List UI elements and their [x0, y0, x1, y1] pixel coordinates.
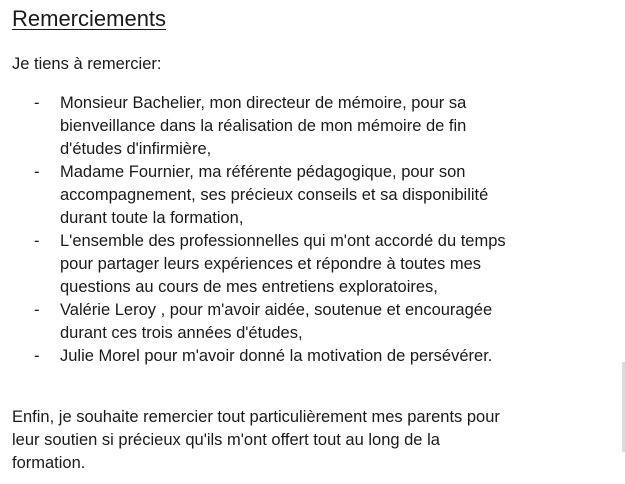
list-item	[12, 161, 612, 230]
bullet-dash: -	[34, 301, 40, 319]
list-item-line: durant toute la formation,	[60, 209, 244, 227]
closing-line: Enfin, je souhaite remercier tout particulièrement mes parents pour	[12, 408, 500, 426]
closing-line: leur soutien si précieux qu'ils m'ont offert tout au long de la	[12, 431, 440, 449]
list-item-line: L'ensemble des professionnelles qui m'ont accordé du temps	[60, 232, 506, 250]
bullet-dash: -	[34, 232, 40, 250]
list-item-line: Madame Fournier, ma référente pédagogique, pour son	[60, 163, 466, 181]
list-item-line: questions au cours de mes entretiens exploratoires,	[60, 278, 438, 296]
list-item-line: d'études d'infirmière,	[60, 140, 212, 158]
list-item	[12, 230, 612, 299]
list-item-line: pour partager leurs expériences et répondre à toutes mes	[60, 255, 481, 273]
list-item-line: Julie Morel pour m'avoir donné la motivation de persévérer.	[60, 347, 493, 365]
closing-paragraph	[12, 406, 500, 475]
acknowledgement-list	[12, 92, 612, 368]
closing-line: formation.	[12, 454, 86, 472]
list-item-line: bienveillance dans la réalisation de mon mémoire de fin	[60, 117, 467, 135]
bullet-dash: -	[34, 94, 40, 112]
bullet-dash: -	[34, 163, 40, 181]
list-item	[12, 345, 612, 368]
list-item-line: durant ces trois années d'études,	[60, 324, 303, 342]
list-item-line: accompagnement, ses précieux conseils et sa disponibilité	[60, 186, 489, 204]
list-item	[12, 92, 612, 161]
intro-text: Je tiens à remercier:	[12, 55, 162, 73]
list-item	[12, 299, 612, 345]
page-title: Remerciements	[12, 6, 167, 31]
list-item-line: Monsieur Bachelier, mon directeur de mémoire, pour sa	[60, 94, 467, 112]
bullet-dash: -	[34, 347, 40, 365]
list-item-line: Valérie Leroy , pour m'avoir aidée, soutenue et encouragée	[60, 301, 493, 319]
